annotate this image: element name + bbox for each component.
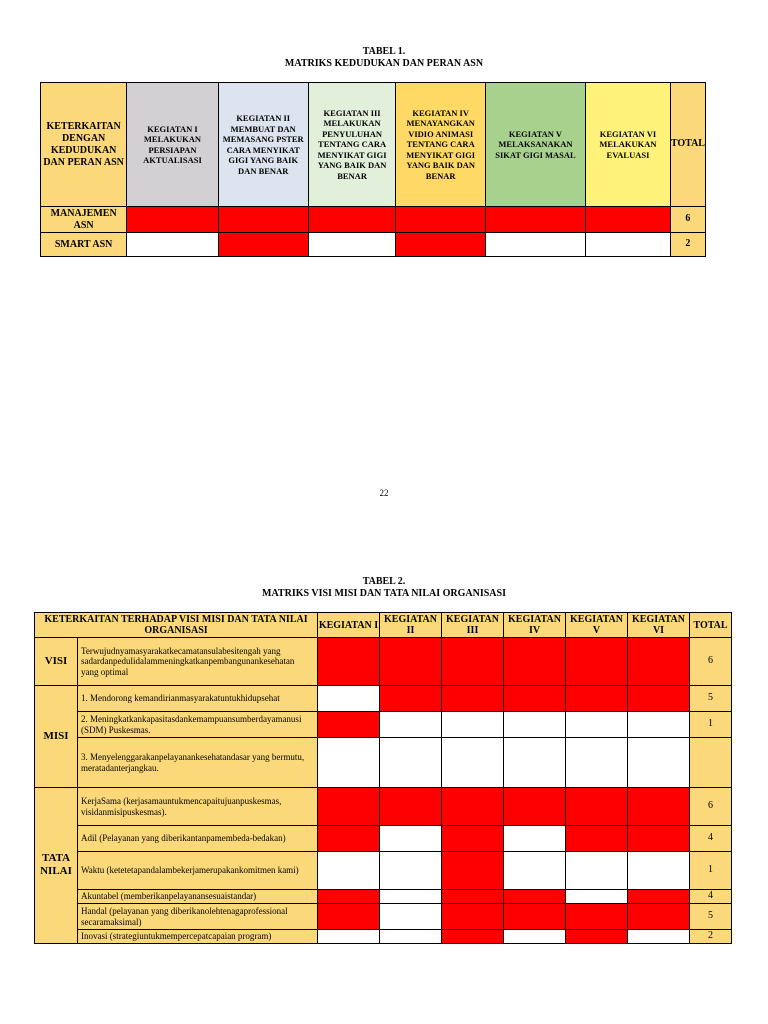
- table2-marked-cell: [566, 638, 628, 686]
- table2-matrix: [34, 612, 732, 944]
- table2-marked-cell: [504, 890, 566, 904]
- table2-empty-cell: [628, 712, 690, 738]
- table2-empty-cell: [566, 852, 628, 890]
- table2-marked-cell: [628, 890, 690, 904]
- table2-empty-cell: [318, 686, 380, 712]
- table2-marked-cell: [442, 638, 504, 686]
- table2-row-text: Handal (pelayanan yang diberikanolehtenagaprofessional secaramaksimal): [78, 904, 318, 930]
- table2-marked-cell: [380, 638, 442, 686]
- table2-row: [35, 904, 732, 930]
- table2-marked-cell: [628, 826, 690, 852]
- table2-empty-cell: [380, 852, 442, 890]
- table2-row-text: 1. Mendorong kemandirianmasyarakatuntukhidupsehat: [78, 686, 318, 712]
- table2-marked-cell: [318, 890, 380, 904]
- table1-empty-cell: [127, 233, 218, 257]
- table2-row: [35, 852, 732, 890]
- table2-corner-cell: KETERKAITAN TERHADAP VISI MISI DAN TATA NILAI ORGANISASI: [35, 613, 318, 638]
- table2-row-total: [690, 738, 732, 788]
- table2-row-total: 5: [690, 686, 732, 712]
- table2-marked-cell: [318, 788, 380, 826]
- table2-group-label: TATA NILAI: [35, 788, 78, 944]
- table2-marked-cell: [566, 826, 628, 852]
- table2-marked-cell: [318, 904, 380, 930]
- table2-empty-cell: [318, 852, 380, 890]
- table2-row: [35, 712, 732, 738]
- table1-marked-cell: [485, 207, 585, 233]
- table2-marked-cell: [380, 686, 442, 712]
- table2-row-total: 5: [690, 904, 732, 930]
- table2-header-row: [35, 613, 732, 638]
- table2-empty-cell: [504, 712, 566, 738]
- table1-empty-cell: [586, 233, 671, 257]
- table2-empty-cell: [442, 738, 504, 788]
- table1-marked-cell: [218, 207, 308, 233]
- table2-marked-cell: [628, 904, 690, 930]
- table2-row: [35, 738, 732, 788]
- table2-empty-cell: [504, 930, 566, 944]
- table2-activity-header: KEGIATAN VI: [628, 613, 690, 638]
- table1-empty-cell: [308, 233, 396, 257]
- table1-header-row: [41, 83, 706, 207]
- table2-marked-cell: [442, 686, 504, 712]
- table2-activity-header: KEGIATAN V: [566, 613, 628, 638]
- table2-empty-cell: [504, 738, 566, 788]
- table2-row-total: 4: [690, 826, 732, 852]
- table2-row-total: 4: [690, 890, 732, 904]
- table2-marked-cell: [442, 930, 504, 944]
- table2-row: [35, 686, 732, 712]
- table2-row-total: 2: [690, 930, 732, 944]
- table2-subtitle: MATRIKS VISI MISI DAN TATA NILAI ORGANISASI: [262, 588, 506, 599]
- table2-empty-cell: [566, 712, 628, 738]
- table1-activity-header: KEGIATAN I MELAKUKAN PERSIAPAN AKTUALISASI: [127, 83, 218, 207]
- table2-group-label: VISI: [35, 638, 78, 686]
- table2-marked-cell: [442, 904, 504, 930]
- table2-row-text: Terwujudnyamasyarakatkecamatansulabesitengah yang sadardanpedulidalammeningkatkanpembangunankesehatan yang optimal: [78, 638, 318, 686]
- table2-marked-cell: [628, 686, 690, 712]
- table2-row-text: KerjaSama (kerjasamauntukmencapaitujuanpuskesmas, visidanmisipuskesmas).: [78, 788, 318, 826]
- page-number: 22: [379, 488, 389, 498]
- table1-activity-header: KEGIATAN V MELAKSANAKAN SIKAT GIGI MASAL: [485, 83, 585, 207]
- table2-marked-cell: [504, 638, 566, 686]
- table2-empty-cell: [380, 930, 442, 944]
- table2-row-text: 2. Meningkatkankapasitasdankemampuansumberdayamanusi (SDM) Puskesmas.: [78, 712, 318, 738]
- table2-row-text: Inovasi (strategiuntukmempercepatcapaian program): [78, 930, 318, 944]
- table1-activity-header: KEGIATAN II MEMBUAT DAN MEMASANG PSTER CARA MENYIKAT GIGI YANG BAIK DAN BENAR: [218, 83, 308, 207]
- table2-row-total: 1: [690, 712, 732, 738]
- table1-row-total: 2: [670, 233, 705, 257]
- table2-row-total: 1: [690, 852, 732, 890]
- table2-empty-cell: [566, 738, 628, 788]
- table2-marked-cell: [504, 788, 566, 826]
- table2-activity-header: KEGIATAN II: [380, 613, 442, 638]
- table1-title: TABEL 1.: [362, 46, 406, 57]
- table1-marked-cell: [396, 233, 485, 257]
- table1-subtitle: MATRIKS KEDUDUKAN DAN PERAN ASN: [284, 58, 484, 69]
- table2-empty-cell: [380, 738, 442, 788]
- table2-marked-cell: [628, 788, 690, 826]
- table2-empty-cell: [318, 738, 380, 788]
- table2-row: [35, 788, 732, 826]
- table2-marked-cell: [566, 788, 628, 826]
- table2-total-header: TOTAL: [690, 613, 732, 638]
- table2-title: TABEL 2.: [362, 576, 406, 587]
- table2-marked-cell: [566, 930, 628, 944]
- table1-row-total: 6: [670, 207, 705, 233]
- table2-empty-cell: [380, 904, 442, 930]
- table2-marked-cell: [442, 852, 504, 890]
- table2-empty-cell: [566, 890, 628, 904]
- table1-activity-header: KEGIATAN VI MELAKUKAN EVALUASI: [586, 83, 671, 207]
- table2-row: [35, 638, 732, 686]
- table2-activity-header: KEGIATAN I: [318, 613, 380, 638]
- table1-marked-cell: [396, 207, 485, 233]
- table2-marked-cell: [318, 638, 380, 686]
- table2-row: [35, 930, 732, 944]
- table1-empty-cell: [485, 233, 585, 257]
- table2-group-label: MISI: [35, 686, 78, 788]
- table1-row: [41, 207, 706, 233]
- table2-marked-cell: [318, 826, 380, 852]
- table2-activity-header: KEGIATAN IV: [504, 613, 566, 638]
- table2-activity-header: KEGIATAN III: [442, 613, 504, 638]
- table2-empty-cell: [628, 738, 690, 788]
- table2-marked-cell: [628, 638, 690, 686]
- table1-activity-header: KEGIATAN IV MENAYANGKAN VIDIO ANIMASI TENTANG CARA MENYIKAT GIGI YANG BAIK DAN BENAR: [396, 83, 485, 207]
- table2-row-text: Adil (Pelayanan yang diberikantanpamembeda-bedakan): [78, 826, 318, 852]
- table2-empty-cell: [504, 826, 566, 852]
- table1-marked-cell: [127, 207, 218, 233]
- table2-empty-cell: [318, 930, 380, 944]
- table1-activity-header: KEGIATAN III MELAKUKAN PENYULUHAN TENTANG CARA MENYIKAT GIGI YANG BAIK DAN BENAR: [308, 83, 396, 207]
- table2-row-total: 6: [690, 638, 732, 686]
- table2-marked-cell: [380, 788, 442, 826]
- table2-empty-cell: [380, 890, 442, 904]
- table2-empty-cell: [504, 852, 566, 890]
- table1-marked-cell: [218, 233, 308, 257]
- table2-row: [35, 826, 732, 852]
- table1-corner-cell: KETERKAITAN DENGAN KEDUDUKAN DAN PERAN ASN: [41, 83, 127, 207]
- table2-marked-cell: [442, 890, 504, 904]
- table1-row-label: SMART ASN: [41, 233, 127, 257]
- table2-marked-cell: [442, 788, 504, 826]
- table1-marked-cell: [308, 207, 396, 233]
- table1-total-header: TOTAL: [670, 83, 705, 207]
- table1-row-label: MANAJEMEN ASN: [41, 207, 127, 233]
- table2-marked-cell: [566, 686, 628, 712]
- table2-empty-cell: [380, 712, 442, 738]
- table2-row: [35, 890, 732, 904]
- table2-row-text: 3. Menyelenggarakanpelayanankesehatandasar yang bermutu, meratadanterjangkau.: [78, 738, 318, 788]
- table2-marked-cell: [566, 904, 628, 930]
- table2-row-text: Akuntabel (memberikanpelayanansesuaistandar): [78, 890, 318, 904]
- table2-empty-cell: [628, 930, 690, 944]
- table2-marked-cell: [504, 686, 566, 712]
- table2-row-total: 6: [690, 788, 732, 826]
- table1-matrix: [40, 82, 706, 257]
- table1-marked-cell: [586, 207, 671, 233]
- table2-marked-cell: [442, 826, 504, 852]
- table2-marked-cell: [504, 904, 566, 930]
- table2-marked-cell: [318, 712, 380, 738]
- table1-row: [41, 233, 706, 257]
- table2-empty-cell: [628, 852, 690, 890]
- table2-empty-cell: [442, 712, 504, 738]
- table2-empty-cell: [380, 826, 442, 852]
- table2-row-text: Waktu (ketetetapandalambekerjamerupakankomitmen kami): [78, 852, 318, 890]
